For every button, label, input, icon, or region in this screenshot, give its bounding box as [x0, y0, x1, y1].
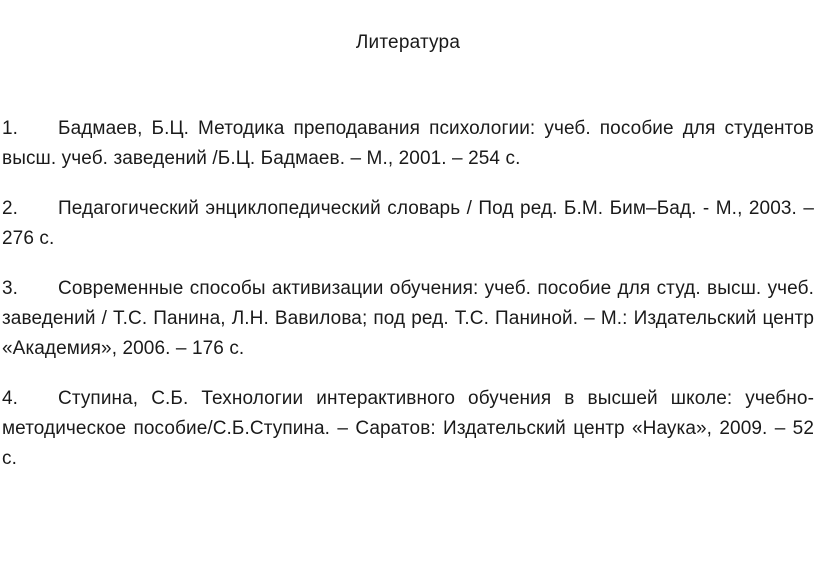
- reference-text: Педагогический энциклопедический словарь / Под ред. Б.М. Бим–Бад. - М., 2003. – 276 с.: [2, 198, 814, 249]
- reference-item: [2, 194, 814, 254]
- reference-item: [2, 114, 814, 174]
- reference-text: Современные способы активизации обучения: учеб. пособие для студ. высш. учеб. заведений / Т.С. Панина, Л.Н. Вавилова; под ред. Т.С. Паниной. – М.: Издательский центр «Академия», 2006. – 176 с.: [2, 278, 814, 359]
- page-title: Литература: [355, 32, 461, 53]
- reference-text: Ступина, С.Б. Технологии интерактивного обучения в высшей школе: учебно-методическое пособие/С.Б.Ступина. – Саратов: Издательский центр «Наука», 2009. – 52 с.: [2, 388, 814, 469]
- reference-number: 3.: [2, 278, 19, 299]
- reference-number: 4.: [2, 388, 19, 409]
- reference-text: Бадмаев, Б.Ц. Методика преподавания психологии: учеб. пособие для студентов высш. учеб. заведений /Б.Ц. Бадмаев. – М., 2001. – 254 с.: [2, 118, 814, 169]
- reference-number: 1.: [2, 118, 19, 139]
- reference-list: [2, 114, 814, 494]
- reference-item: [2, 384, 814, 474]
- reference-number: 2.: [2, 198, 19, 219]
- reference-item: [2, 274, 814, 364]
